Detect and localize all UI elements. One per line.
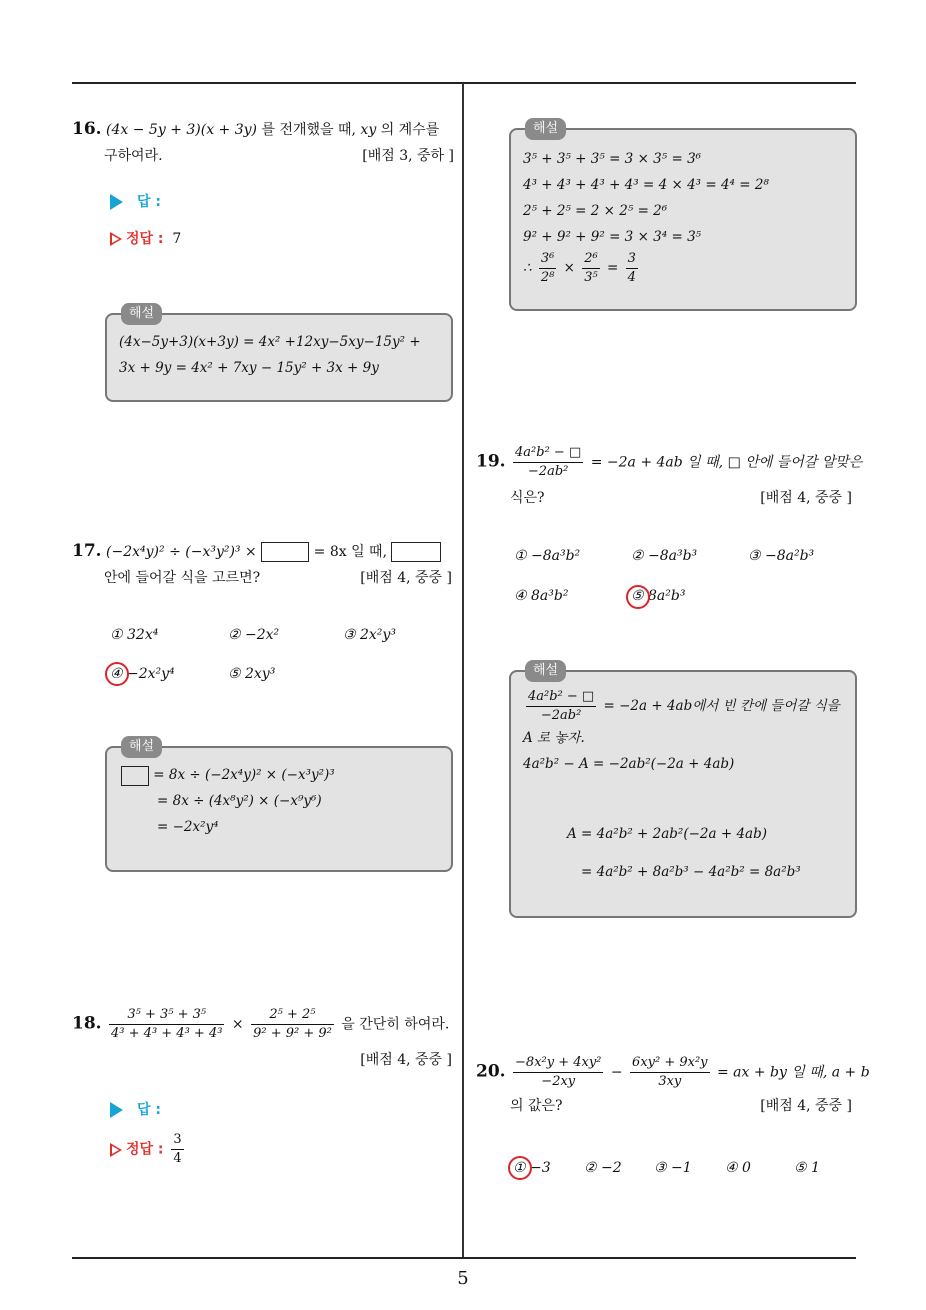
choice-5[interactable]: ⑤ 2xy³ xyxy=(228,666,276,682)
denominator: 4 xyxy=(627,270,636,285)
choice-4[interactable]: ④ 8a³b² xyxy=(514,588,569,604)
question-number: 18. xyxy=(72,1013,102,1034)
numerator: 2⁵ + 2⁵ xyxy=(251,1006,334,1025)
question-text: 을 간단히 하여라. xyxy=(341,1016,450,1033)
correct-label: 정답 : xyxy=(126,1141,164,1158)
explanation-line: = −2x²y⁴ xyxy=(157,819,219,835)
fraction xyxy=(526,688,596,725)
explanation-box-17 xyxy=(105,739,453,872)
question-text: = −2a + 4ab 일 때, □ 안에 들어갈 알맞은 xyxy=(590,454,863,471)
score-label: [배점 4, 중중 ] xyxy=(760,1098,852,1114)
outline-arrow-icon xyxy=(110,232,122,246)
column-divider xyxy=(462,83,464,1258)
fraction xyxy=(513,444,583,481)
explanation-line: A = 4a²b² + 2ab²(−2a + 4ab) xyxy=(567,826,767,842)
choice-1[interactable]: ① −8a³b² xyxy=(514,548,581,564)
question-text: = 8x 일 때, xyxy=(313,544,388,560)
score-label: [배점 4, 중중 ] xyxy=(760,490,852,506)
explanation-line: 3⁵ + 3⁵ + 3⁵ = 3 × 3⁵ = 3⁶ xyxy=(523,151,702,167)
correct-row-18 xyxy=(110,1131,187,1168)
explanation-line: = −2a + 4ab에서 빈 칸에 들어갈 식을 xyxy=(603,698,840,714)
score-label: [배점 4, 중중 ] xyxy=(360,1052,452,1068)
choice-5[interactable]: ⑤ 1 xyxy=(794,1160,820,1176)
blank-box xyxy=(121,766,149,786)
explanation-line: A 로 놓자. xyxy=(523,730,585,746)
question-number: 19. xyxy=(476,451,506,472)
choice-1[interactable]: ① −3 xyxy=(513,1160,551,1176)
question-expression: (4x − 5y + 3)(x + 3y) xyxy=(106,122,258,138)
question-text-2: 안에 들어갈 식을 고르면? xyxy=(104,570,261,586)
numerator: 3 xyxy=(171,1131,183,1150)
blank-box xyxy=(261,542,309,562)
denominator: 3xy xyxy=(658,1074,682,1089)
explanation-line: 9² + 9² + 9² = 3 × 3⁴ = 3⁵ xyxy=(523,229,702,245)
explanation-tag: 해설 xyxy=(121,736,162,758)
question-18 xyxy=(72,1006,456,1073)
choice-2[interactable]: ② −8a³b³ xyxy=(631,548,698,564)
play-arrow-icon xyxy=(110,1102,123,1118)
denominator: 4³ + 4³ + 4³ + 4³ xyxy=(111,1026,223,1041)
denominator: −2ab² xyxy=(540,708,582,723)
numerator: 4a²b² − □ xyxy=(526,688,596,707)
answer-label: 답 : xyxy=(137,1102,161,1118)
answer-row-16 xyxy=(110,191,161,211)
explanation-line: = 8x ÷ (−2x⁴y)² × (−x³y²)³ xyxy=(153,767,335,783)
page-number: 5 xyxy=(457,1268,469,1289)
correct-label: 정답 : xyxy=(126,231,164,247)
explanation-line: 4a²b² − A = −2ab²(−2a + 4ab) xyxy=(523,756,735,772)
correct-answer: 7 xyxy=(172,231,182,247)
selected-answer-circle xyxy=(105,662,129,686)
explanation-line: 4³ + 4³ + 4³ + 4³ = 4 × 4³ = 4⁴ = 2⁸ xyxy=(523,177,769,193)
question-17 xyxy=(72,538,456,591)
score-label: [배점 4, 중중 ] xyxy=(360,570,452,586)
times-sign: × xyxy=(231,1016,244,1033)
question-variable: xy xyxy=(360,122,377,138)
answer-label: 답 : xyxy=(137,194,161,210)
blank-box xyxy=(391,542,441,562)
play-arrow-icon xyxy=(110,194,123,210)
numerator: 3 xyxy=(626,250,638,269)
numerator: 6xy² + 9x²y xyxy=(630,1054,709,1073)
explanation-line: = 4a²b² + 8a²b³ − 4a²b² = 8a²b³ xyxy=(581,864,801,880)
denominator: 2⁸ xyxy=(540,270,555,285)
question-expression: (−2x⁴y)² ÷ (−x³y²)³ × xyxy=(106,544,257,560)
denominator: 4 xyxy=(173,1151,182,1166)
fraction xyxy=(630,1054,709,1091)
numerator: 2⁶ xyxy=(582,250,599,269)
question-number: 20. xyxy=(476,1061,506,1082)
top-rule xyxy=(72,82,856,84)
explanation-line: 3x + 9y = 4x² + 7xy − 15y² + 3x + 9y xyxy=(119,360,379,376)
correct-fraction xyxy=(171,1131,183,1168)
denominator: 9² + 9² + 9² xyxy=(253,1026,332,1041)
choice-3[interactable]: ③ −8a²b³ xyxy=(748,548,815,564)
numerator: 4a²b² − □ xyxy=(513,444,583,463)
numerator: 3⁵ + 3⁵ + 3⁵ xyxy=(109,1006,224,1025)
question-16 xyxy=(72,116,456,169)
choice-4[interactable]: ④ −2x²y⁴ xyxy=(110,666,175,682)
question-text-2: 의 값은? xyxy=(510,1098,563,1114)
explanation-tag: 해설 xyxy=(525,118,566,140)
correct-row-16 xyxy=(110,228,181,248)
explanation-box-18 xyxy=(509,121,857,311)
choice-2[interactable]: ② −2x² xyxy=(228,627,280,643)
selected-answer-circle xyxy=(626,585,650,609)
explanation-line: 2⁵ + 2⁵ = 2 × 2⁵ = 2⁶ xyxy=(523,203,668,219)
explanation-box-19 xyxy=(509,663,857,918)
explanation-tag: 해설 xyxy=(121,303,162,325)
choice-5[interactable]: ⑤ 8a²b³ xyxy=(631,588,686,604)
question-number: 16. xyxy=(72,119,102,139)
fraction xyxy=(109,1006,224,1043)
choice-1[interactable]: ① 32x⁴ xyxy=(110,627,159,643)
outline-arrow-icon xyxy=(110,1143,122,1157)
score-label: [배점 3, 중하 ] xyxy=(362,148,454,164)
explanation-line: = 8x ÷ (4x⁸y²) × (−x⁹y⁶) xyxy=(157,793,322,809)
choice-2[interactable]: ② −2 xyxy=(584,1160,622,1176)
question-number: 17. xyxy=(72,541,102,561)
question-text: = ax + by 일 때, a + b xyxy=(716,1064,870,1081)
explanation-line: (4x−5y+3)(x+3y) = 4x² +12xy−5xy−15y² + xyxy=(119,334,421,350)
fraction xyxy=(251,1006,334,1043)
minus-sign: − xyxy=(610,1064,623,1081)
selected-answer-circle xyxy=(508,1156,532,1180)
question-text-3: 구하여라. xyxy=(104,148,163,164)
denominator: −2xy xyxy=(541,1074,576,1089)
denominator: 3⁵ xyxy=(584,270,598,285)
choice-3[interactable]: ③ −1 xyxy=(654,1160,692,1176)
numerator: 3⁶ xyxy=(539,250,556,269)
fraction xyxy=(513,1054,603,1091)
question-text-2: 식은? xyxy=(510,490,545,506)
therefore-sign: ∴ xyxy=(523,260,532,276)
question-19 xyxy=(476,444,863,511)
answer-row-18 xyxy=(110,1099,161,1119)
choice-4[interactable]: ④ 0 xyxy=(725,1160,751,1176)
numerator: −8x²y + 4xy² xyxy=(513,1054,603,1073)
question-text: 를 전개했을 때, xyxy=(261,122,356,138)
explanation-tag: 해설 xyxy=(525,660,566,682)
question-20 xyxy=(476,1054,870,1119)
bottom-rule xyxy=(72,1257,856,1259)
explanation-conclusion: ∴ $\frac{\text{3⁶}}{\text{2⁸}}$ × $\frac{\text{2⁶}}{\text{3⁵}}$ = $\frac{3}{4}$ xyxy=(523,251,636,285)
denominator: −2ab² xyxy=(527,464,569,479)
explanation-box-16 xyxy=(105,306,453,402)
question-text-2: 의 계수를 xyxy=(380,122,440,138)
choice-3[interactable]: ③ 2x²y³ xyxy=(343,627,396,643)
